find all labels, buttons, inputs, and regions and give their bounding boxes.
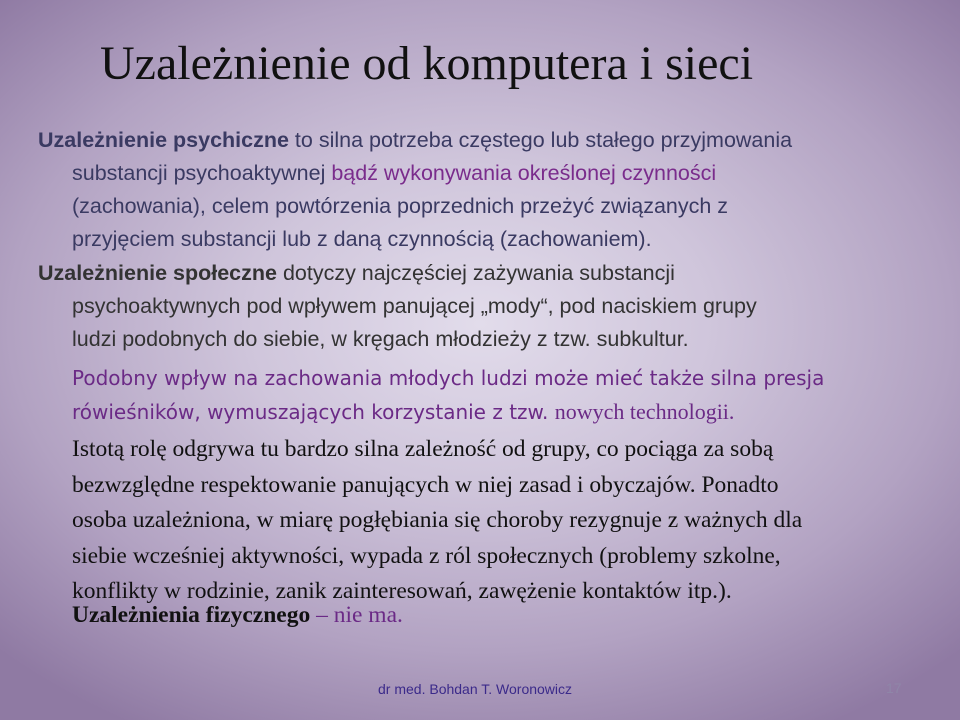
p3-line1: Podobny wpływ na zachowania młodych ludzi może mieć także silna presja [72, 366, 825, 390]
term-fizyczne: Uzależnienia fizycznego [72, 602, 311, 628]
paragraph-zaleznosc-od-grupy [72, 432, 802, 610]
paragraph-uzaleznienie-psychiczne [38, 124, 792, 256]
p4-line2: bezwzględne respektowanie panujących w niej zasad i obyczajów. Ponadto [72, 471, 779, 498]
p4-line1: Istotą rolę odgrywa tu bardzo silna zależność od grupy, co pociąga za sobą [72, 436, 774, 462]
paragraph-uzaleznienie-spoleczne [38, 257, 757, 356]
page-number: 17 [886, 680, 902, 696]
term-psychiczne: Uzależnienie psychiczne [38, 128, 289, 152]
p4-line3: osoba uzależniona, w miarę pogłębiania się choroby rezygnuje z ważnych dla [72, 507, 803, 533]
paragraph-uzaleznienie-fizyczne [72, 598, 403, 633]
p5-rest: – nie ma. [310, 602, 403, 628]
term-spoleczne: Uzależnienie społeczne [38, 261, 277, 285]
p1-line2b: bądź wykonywania określonej czynności [331, 161, 717, 185]
p1-line2a: substancji psychoaktywnej [72, 161, 332, 185]
p2-line3: ludzi podobnych do siebie, w kręgach młodzieży z tzw. subkultur. [72, 327, 689, 351]
p2-line2: psychoaktywnych pod wpływem panującej „mody“, pod naciskiem grupy [72, 294, 757, 318]
paragraph-presja-rowiesnikow [72, 362, 824, 429]
p3-line2a: rówieśników, wymuszających korzystanie z tzw. [72, 400, 555, 424]
slide-title: Uzależnienie od komputera i sieci [100, 37, 754, 90]
p4-line5: konflikty w rodzinie, zanik zainteresowań, zawężenie kontaktów itp.). [72, 578, 732, 604]
footer-author: dr med. Bohdan T. Woronowicz [378, 681, 573, 697]
p1-line1: to silna potrzeba częstego lub stałego przyjmowania [288, 128, 793, 152]
p1-line4: przyjęciem substancji lub z daną czynnością (zachowaniem). [72, 227, 652, 251]
p3-line2b: nowych technologii. [554, 399, 735, 424]
p1-line3: (zachowania), celem powtórzenia poprzednich przeżyć związanych z [72, 194, 729, 218]
p2-line1: dotyczy najczęściej zażywania substancji [276, 261, 675, 285]
p4-line4: siebie wcześniej aktywności, wypada z ról społecznych (problemy szkolne, [72, 542, 781, 569]
